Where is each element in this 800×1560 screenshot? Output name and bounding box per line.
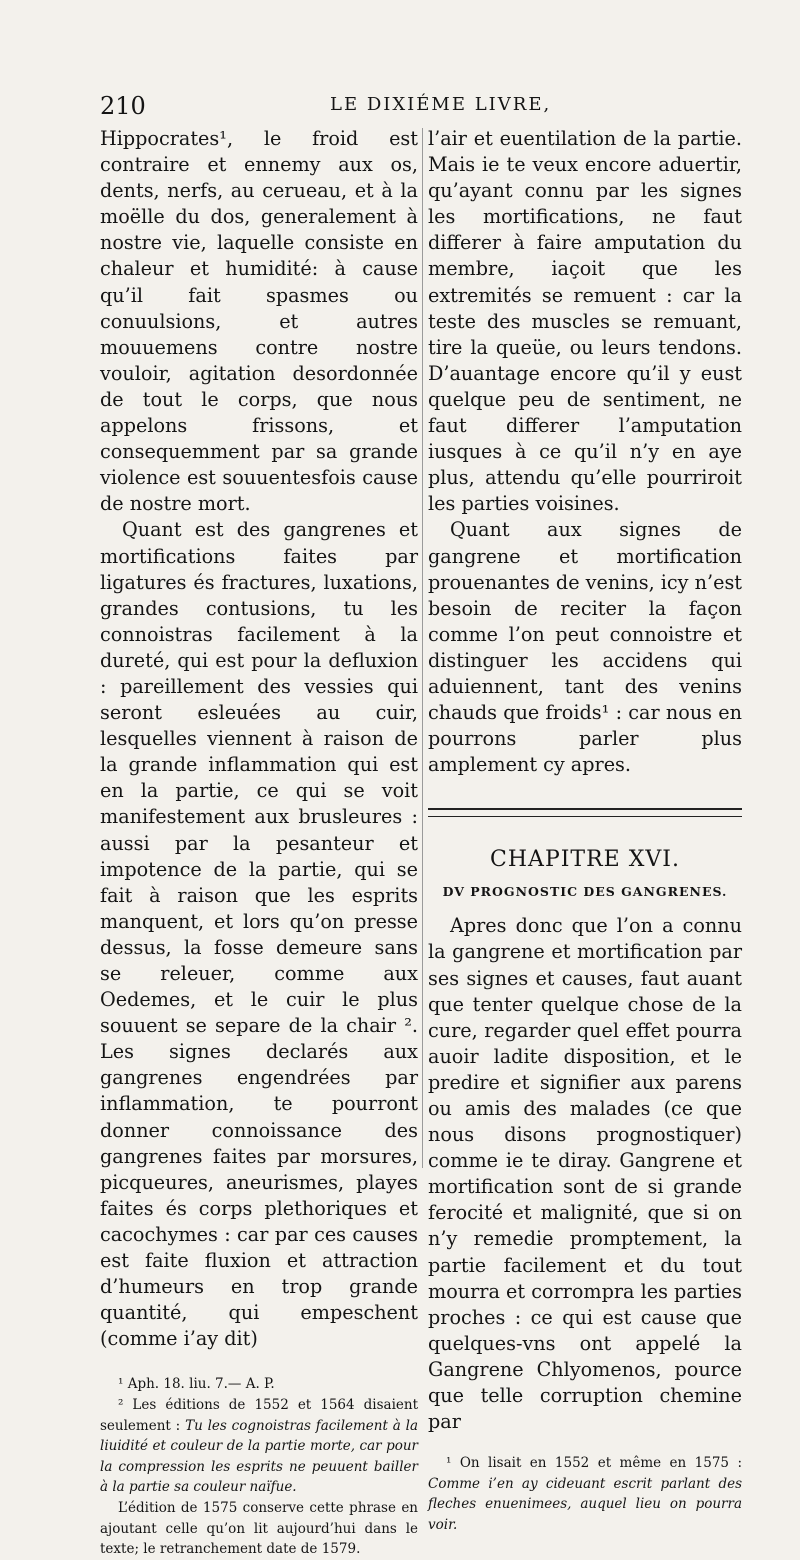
left-footnotes xyxy=(100,1374,418,1559)
right-body xyxy=(428,126,742,778)
right-footnote-1-quote: Comme i’en ay cideuant escrit parlant des fleches enuenimees, auquel lieu on pourra voir. xyxy=(428,1475,742,1533)
right-footnote-1-intro: ¹ On lisait en 1552 et même en 1575 : xyxy=(446,1455,742,1472)
right-paragraph-1: l’air et euentilation de la partie. Mais ie te veux encore aduertir, qu’ayant connu par les signes les mortifications, ne faut differer à faire amputation du membre, iaçoit que les extremités se remuent : car la teste des muscles se remuant, tire la queüe, ou leurs tendons. D’auantage encore qu’il y eust quelque peu de sentiment, ne faut differer l’amputation iusques à ce qu’il n’y en aye plus, attendu qu’elle pourriroit les parties voisines. xyxy=(428,127,742,516)
left-paragraph-2: Quant est des gangrenes et mortifications faites par ligatures és fractures, luxations, grandes contusions, tu les connoistras facilement à la dureté, qui est pour la defluxion : pareillement des vessies qui seront esleuées au cuir, lesquelles viennent à raison de la grande inflammation qui est en la partie, ce qui se voit manifestement aux brusleures : aussi par la pesanteur et impotence de la partie, qui se fait à raison que les esprits manquent, et lors qu’on presse dessus, la fosse demeure sans se releuer, comme aux Oedemes, et le cuir le plus souuent se separe de la chair ². Les signes declarés aux gangrenes engendrées par inflammation, te pourront donner connoissance des gangrenes faites par morsures, picqueures, aneurismes, playes faites és corps plethoriques et cacochymes : car par ces causes est faite fluxion et attraction d’humeurs en trop grande quantité, qui empeschent (comme i’ay dit) xyxy=(100,518,418,1351)
column-divider xyxy=(422,128,423,1168)
right-footnote-1 xyxy=(428,1453,742,1535)
left-column xyxy=(100,126,418,1560)
chapter-subtitle: DV PROGNOSTIC DES GANGRENES. xyxy=(442,884,728,900)
right-paragraph-2: Quant aux signes de gangrene et mortification prouenantes de venins, icy n’est besoin de reciter la façon comme l’on peut connoistre et distinguer les accidens qui aduiennent, tant des venins chauds que froids¹ : car nous en pourrons parler plus amplement cy apres. xyxy=(428,518,742,777)
left-body xyxy=(100,126,418,1352)
chapter-body xyxy=(428,913,742,1435)
left-paragraph-1: Hippocrates¹, le froid est contraire et ennemy aux os, dents, nerfs, au cerueau, et à la moëlle du dos, generalement à nostre vie, laquelle consiste en chaleur et humidité: à cause qu’il fait spasmes ou conuulsions, et autres mouuemens contre nostre vouloir, agitation desordonnée de tout le corps, que nous appelons frissons, et consequemment par sa grande violence est souuentesfois cause de nostre mort. xyxy=(100,127,418,516)
footnote-3: L’édition de 1575 conserve cette phrase en ajoutant celle qu’on lit aujourd’hui dans le texte; le retranchement date de 1579. xyxy=(100,1499,418,1558)
footnote-1: ¹ Aph. 18. liu. 7.— A. P. xyxy=(118,1376,275,1393)
footnote-2 xyxy=(100,1395,418,1498)
page-number: 210 xyxy=(100,92,146,120)
chapter-paragraph: Apres donc que l’on a connu la gangrene et mortification par ses signes et causes, faut auant que tenter quelque chose de la cure, regarder quel effet pourra auoir ladite disposition, et le predire et signifier aux parens ou amis des malades (ce que nous disons prognostiquer) comme ie te diray. Gangrene et mortification sont de si grande ferocité et malignité, que si on n’y remedie promptement, la partie facilement et du tout mourra et corrompra les parties proches : ce qui est cause que quelques-vns ont appelé la Gangrene Chlyomenos, pource que telle corruption chemine par xyxy=(428,914,742,1434)
right-column xyxy=(428,126,742,1536)
footnote-2-quote: Tu les cognoistras facilement à la liuidité et couleur de la partie morte, car pour la compression les esprits ne peuuent bailler à la partie sa couleur naïfue. xyxy=(100,1417,418,1496)
right-footnotes xyxy=(428,1453,742,1535)
chapter-title: CHAPITRE XVI. xyxy=(490,847,680,873)
chapter-rule xyxy=(428,808,742,817)
page-header xyxy=(100,92,740,122)
footnote-2-intro: ² Les éditions de 1552 et 1564 disaient seulement : xyxy=(100,1397,418,1434)
running-title: LE DIXIÉME LIVRE, xyxy=(330,94,552,115)
